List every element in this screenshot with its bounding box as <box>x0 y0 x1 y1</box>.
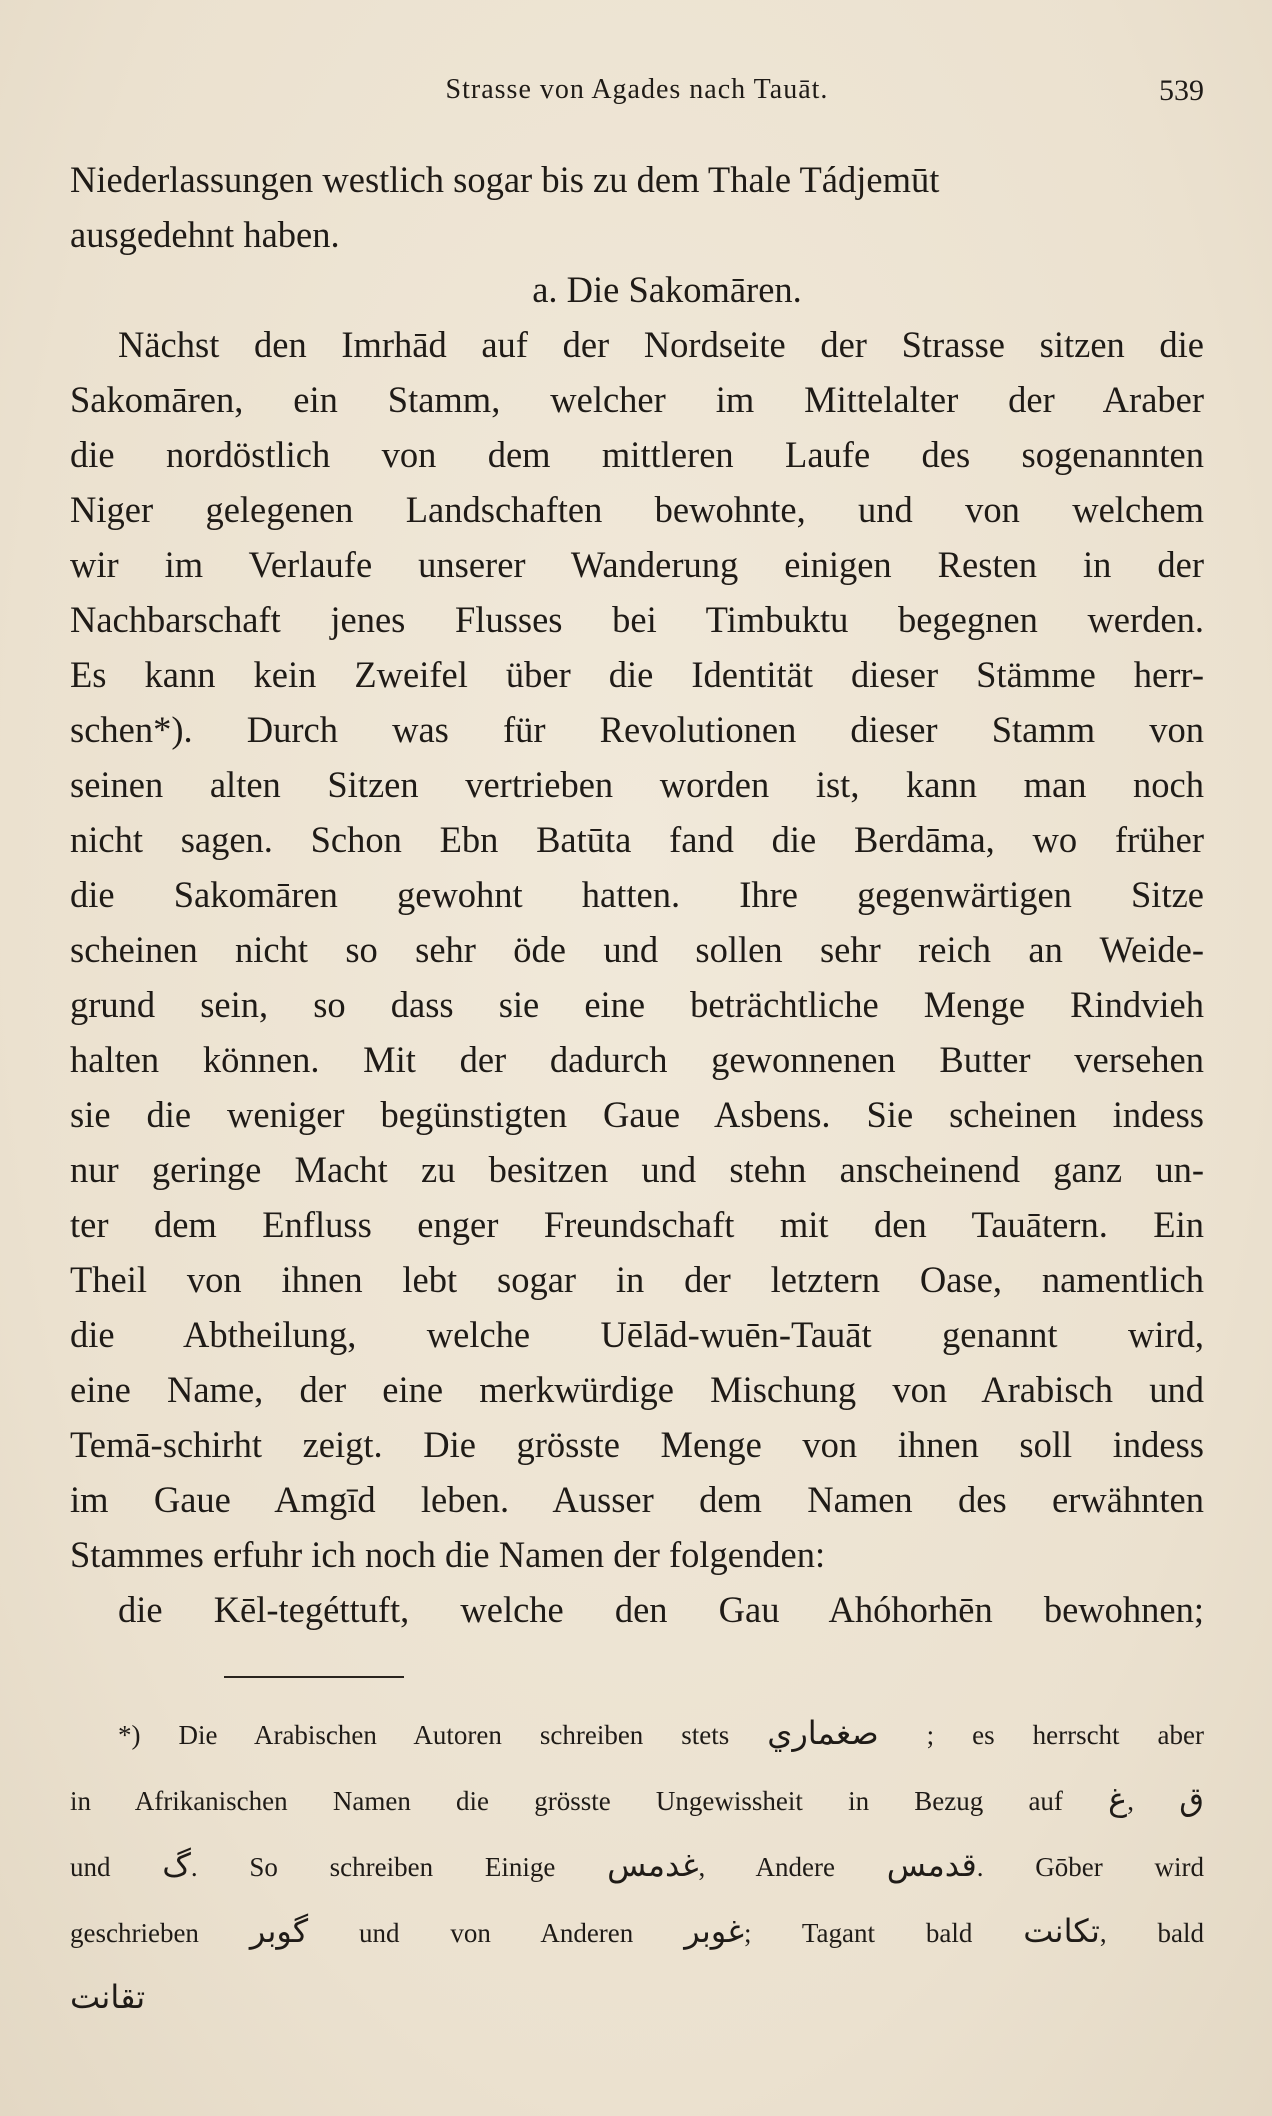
running-head: Strasse von Agades nach Tauāt. <box>445 74 829 105</box>
footnote-text: . So schreiben Einige <box>190 1852 556 1882</box>
footnote-text: . Gōber wird <box>976 1852 1205 1882</box>
arabic-word: غوبر <box>684 1912 745 1950</box>
footnote-text: ; Tagant bald <box>744 1918 973 1948</box>
text-line: eine Name, der eine merkwürdige Mischung von Arabisch und <box>70 1369 1204 1410</box>
footnote <box>70 1700 1204 2030</box>
text-line: Niger gelegenen Landschaften bewohnte, und von welchem <box>70 489 1204 530</box>
text-line: die nordöstlich von dem mittleren Laufe des sogenannten <box>70 434 1204 475</box>
arabic-word: گوبر <box>249 1912 309 1950</box>
footnote-line <box>70 1766 1204 1832</box>
text-line: die Abtheilung, welche Uēlād-wuēn-Tauāt genannt wird, <box>70 1314 1204 1355</box>
footnote-text: und von Anderen <box>359 1918 634 1948</box>
footnote-line <box>70 1700 1204 1766</box>
text-line: ter dem Enfluss enger Freundschaft mit den Tauātern. Ein <box>70 1204 1204 1245</box>
arabic-word: تقانت <box>70 1978 146 2016</box>
footnote-line <box>70 1832 1204 1898</box>
text-line: nur geringe Macht zu besitzen und stehn anscheinend ganz un- <box>70 1149 1204 1190</box>
arabic-word: تكانت <box>1023 1912 1100 1950</box>
text-line: Nachbarschaft jenes Flusses bei Timbuktu begegnen werden. <box>70 599 1204 640</box>
text-line: schen*). Durch was für Revolutionen dieser Stamm von <box>70 709 1204 750</box>
text-line: Stammes erfuhr ich noch die Namen der folgenden: <box>70 1534 826 1575</box>
text-line: Temā-schirht zeigt. Die grösste Menge von ihnen soll indess <box>70 1424 1204 1465</box>
footnote-divider <box>224 1676 404 1678</box>
text-line: Es kann kein Zweifel über die Identität dieser Stämme herr- <box>70 654 1204 695</box>
footnote-text: in Afrikanischen Namen die grösste Ungewissheit in Bezug auf <box>70 1786 1063 1816</box>
text-line: grund sein, so dass sie eine beträchtliche Menge Rindvieh <box>70 984 1204 1025</box>
footnote-text: , Andere <box>698 1852 836 1882</box>
footnote-text: , bald <box>1099 1918 1205 1948</box>
footnote-text: , <box>1127 1786 1134 1816</box>
text-line: Nächst den Imrhād auf der Nordseite der Strasse sitzen die <box>118 324 1204 365</box>
text-line: wir im Verlaufe unserer Wanderung einigen Resten in der <box>70 544 1204 585</box>
text-line: im Gaue Amgīd leben. Ausser dem Namen des erwähnten <box>70 1479 1204 1520</box>
page-header <box>70 74 1204 124</box>
body-text <box>70 152 1204 1637</box>
text-line: sie die weniger begünstigten Gaue Asbens. Sie scheinen indess <box>70 1094 1204 1135</box>
footnote-text: geschrieben <box>70 1918 199 1948</box>
arabic-letter: غ <box>1108 1780 1128 1818</box>
text-line: Niederlassungen westlich sogar bis zu dem Thale Tádjemūt <box>70 159 940 200</box>
page-number: 539 <box>1159 74 1204 107</box>
text-line: halten können. Mit der dadurch gewonnenen Butter versehen <box>70 1039 1204 1080</box>
text-line: nicht sagen. Schon Ebn Batūta fand die Berdāma, wo früher <box>70 819 1204 860</box>
arabic-letter: ق <box>1179 1780 1205 1818</box>
section-heading: a. Die Sakomāren. <box>532 269 802 310</box>
text-line: Sakomāren, ein Stamm, welcher im Mittelalter der Araber <box>70 379 1204 420</box>
footnote-line <box>70 1964 1204 2030</box>
arabic-word: صغماري <box>767 1714 879 1752</box>
text-line: Theil von ihnen lebt sogar in der letztern Oase, namentlich <box>70 1259 1204 1300</box>
footnote-text: *) Die Arabischen Autoren schreiben stets <box>118 1720 730 1750</box>
arabic-letter: گ <box>162 1846 191 1884</box>
text-line: scheinen nicht so sehr öde und sollen sehr reich an Weide- <box>70 929 1204 970</box>
arabic-word: غدمس <box>607 1846 699 1884</box>
text-line: ausgedehnt haben. <box>70 214 340 255</box>
arabic-word: قدمس <box>886 1846 977 1884</box>
footnote-text: ; es herrscht aber <box>926 1720 1204 1750</box>
footnote-line <box>70 1898 1204 1964</box>
text-line: die Kēl-tegéttuft, welche den Gau Ahóhorhēn bewohnen; <box>118 1589 1204 1630</box>
text-line: die Sakomāren gewohnt hatten. Ihre gegenwärtigen Sitze <box>70 874 1204 915</box>
text-line: seinen alten Sitzen vertrieben worden ist, kann man noch <box>70 764 1204 805</box>
footnote-text: und <box>70 1852 111 1882</box>
